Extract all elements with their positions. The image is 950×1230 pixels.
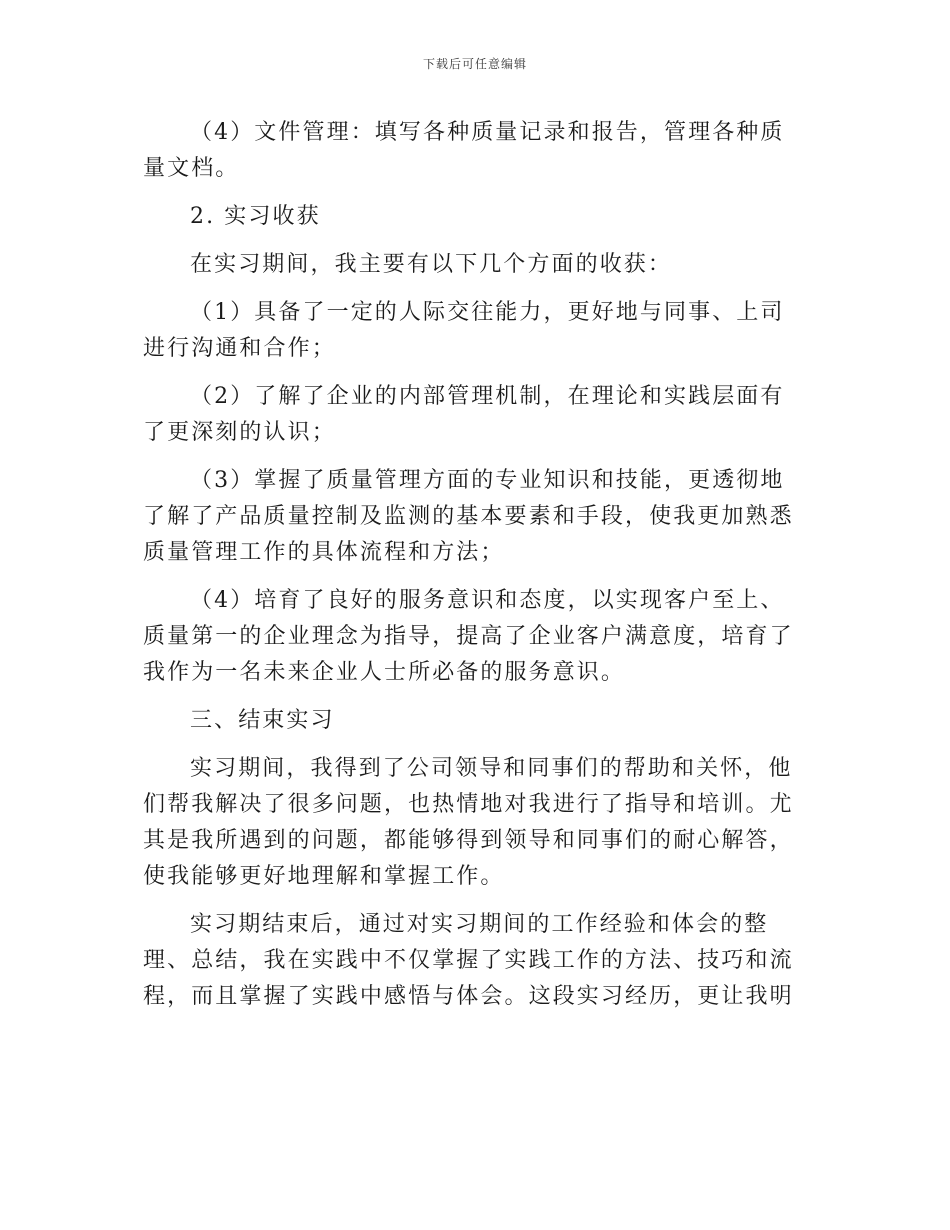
document-body bbox=[143, 115, 813, 1027]
section-heading-internship-gains: 2. 实习收获 bbox=[190, 204, 321, 229]
paragraph-thanks: 实习期间，我得到了公司领导和同事们的帮助和关怀，他 们帮我解决了很多问题，也热情地对我进行了指导和培训。尤 其是我所遇到的问题，都能够得到领导和同事们的耐心解答， 使我能够更好地理解和掌握工作。 bbox=[143, 756, 794, 889]
page-header-note: 下载后可任意编辑 bbox=[422, 57, 527, 71]
paragraph-gain-1: （1）具备了一定的人际交往能力，更好地与同事、上司 进行沟通和合作； bbox=[143, 300, 785, 361]
paragraph-gain-4: （4）培育了良好的服务意识和态度，以实现客户至上、 质量第一的企业理念为指导，提高了企业客户满意度，培育了 我作为一名未来企业人士所必备的服务意识。 bbox=[143, 588, 794, 685]
paragraph-summary: 实习期结束后，通过对实习期间的工作经验和体会的整 理、总结，我在实践中不仅掌握了实践工作的方法、技巧和流 程，而且掌握了实践中感悟与体会。这段实习经历，更让我明 bbox=[143, 912, 794, 1009]
paragraph-gains-intro: 在实习期间，我主要有以下几个方面的收获： bbox=[190, 252, 673, 277]
paragraph-file-management: （4）文件管理：填写各种质量记录和报告，管理各种质 量文档。 bbox=[143, 120, 785, 181]
paragraph-gain-3: （3）掌握了质量管理方面的专业知识和技能，更透彻地 了解了产品质量控制及监测的基本要素和手段，使我更加熟悉 质量管理工作的具体流程和方法； bbox=[143, 468, 794, 565]
paragraph-gain-2: （2）了解了企业的内部管理机制，在理论和实践层面有 了更深刻的认识； bbox=[143, 384, 785, 445]
section-heading-end-internship: 三、结束实习 bbox=[190, 708, 335, 733]
